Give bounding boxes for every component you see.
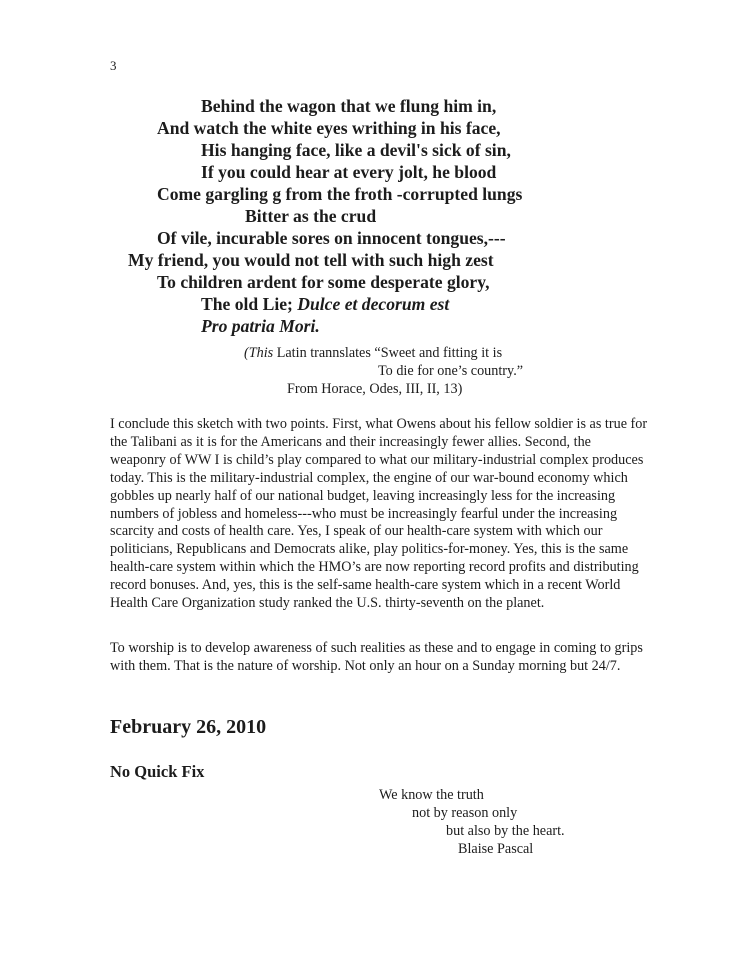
poem-line: If you could hear at every jolt, he blood [201,162,497,182]
epigraph-author: Blaise Pascal [458,841,534,857]
latin-phrase: Dulce et decorum est [297,294,450,314]
poem-line: My friend, you would not tell with such high zest [128,250,494,270]
poem-line: Behind the wagon that we flung him in, [201,96,497,116]
body-paragraph: I conclude this sketch with two points. First, what Owens about his fellow soldier is as true for the Talibani as it is for the Americans and their increasingly fewer allies. Second, the weaponry of WW I is child’s play compared to what our military-industrial complex produces today. This is the military-industrial complex, the engine of our war-bound economy which gobbles up nearly half of our national budget, leaving increasingly less for the increasing numbers of jobless and homeless---who must be increasingly fearful under the increasing scarcity and costs of health care. Yes, I speak of our health-care system with which our politicians, Republicans and Democrats alike, play politics-for-money. Yes, this is the same health-care system within which the HMO’s are now reporting record profits and distributing record bonuses. And, yes, this is the self-same health-care system which in a recent World Health Care Organization study ranked the U.S. thirty-seventh on the planet. [110,416,648,612]
poem-line: To children ardent for some desperate glory, [157,272,490,292]
poem-line [201,316,320,336]
poem-line: His hanging face, like a devil's sick of sin, [201,140,511,160]
note-line [244,344,502,362]
entry-date-heading: February 26, 2010 [110,716,267,738]
poem-line [201,294,449,314]
epigraph-line: We know the truth [379,787,484,803]
body-paragraph: To worship is to develop awareness of such realities as these and to engage in coming to grips with them. That is the nature of worship. Not only an hour on a Sunday morning but 24/7. [110,640,643,674]
latin-phrase: Pro patria Mori. [201,316,320,336]
poem-line: Come gargling g from the froth -corrupted lungs [157,184,523,204]
entry-title: No Quick Fix [110,762,205,781]
epigraph-line: but also by the heart. [446,823,565,839]
page-number: 3 [110,58,117,73]
poem-line-text: The old Lie; [201,294,298,314]
note-line: To die for one’s country.” [378,363,524,379]
poem-line: Bitter as the crud [245,206,377,226]
note-open: (This [244,345,274,361]
poem-line: Of vile, incurable sores on innocent tongues,--- [157,228,506,248]
epigraph-line: not by reason only [412,805,518,821]
note-line: From Horace, Odes, III, II, 13) [287,381,463,397]
poem-line: And watch the white eyes writhing in his face, [157,118,501,138]
note-text: Latin trannslates “Sweet and fitting it is [273,345,503,361]
